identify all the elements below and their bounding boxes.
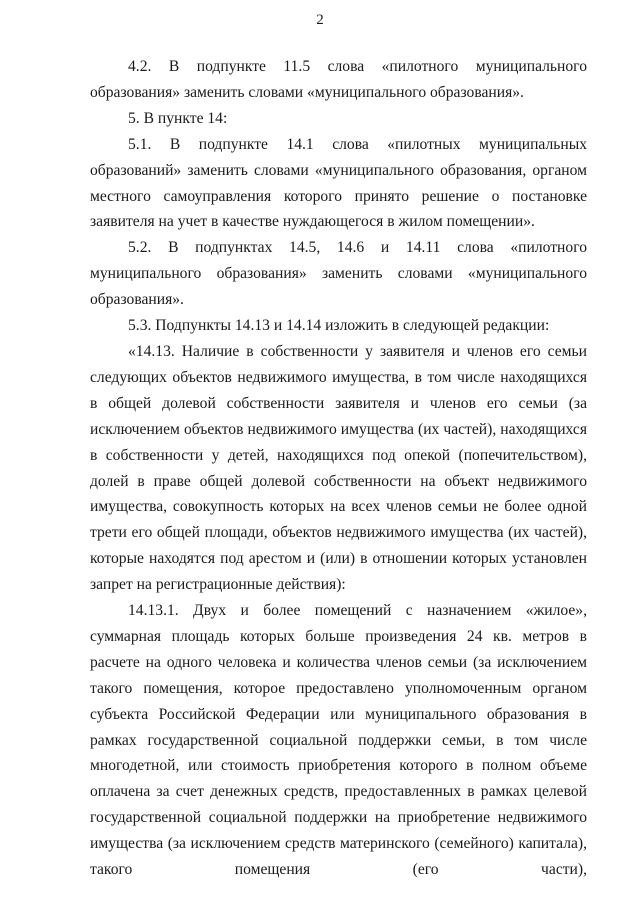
paragraph-5-3: 5.3. Подпункты 14.13 и 14.14 изложить в следующей редакции: [128, 317, 550, 335]
document-body [90, 54, 587, 883]
paragraph-5-2: 5.2. В подпунктах 14.5, 14.6 и 14.11 слова «пилотного муниципального образования» заменить словами «муниципального образования». [90, 239, 587, 309]
paragraph-5-1: 5.1. В подпункте 14.1 слова «пилотных муниципальных образований» заменить словами «муниципального образования, органом местного самоуправления которого принято решение о постановке заявителя на учет в качестве нуждающегося в жилом помещении». [90, 135, 587, 231]
page-number: 2 [316, 12, 324, 28]
paragraph-4-2: 4.2. В подпункте 11.5 слова «пилотного муниципального образования» заменить словами «муниципального образования». [90, 58, 587, 101]
paragraph-5: 5. В пункте 14: [128, 109, 228, 127]
paragraph-14-13-1: 14.13.1. Двух и более помещений с назначением «жилое», суммарная площадь которых больше произведения 24 кв. метров в расчете на одного человека и количества членов семьи (за исключением такого помещения, которое предоставлено уполномоченным органом субъекта Российской Федерации или муниципального образования в рамках государственной социальной поддержки семьи, в том числе многодетной, или стоимость приобретения которого в полном объеме оплачена за счет денежных средств, предоставленных в рамках целевой государственной социальной поддержки на приобретение недвижимого имущества (за исключением средств материнского (семейного) капитала), такого помещения (его части), [90, 602, 587, 879]
paragraph-14-13: «14.13. Наличие в собственности у заявителя и членов его семьи следующих объектов недвижимого имущества, в том числе находящихся в общей долевой собственности заявителя и членов его семьи (за исключением объектов недвижимого имущества (их частей), находящихся в собственности у детей, находящихся под опекой (попечительством), долей в праве общей долевой собственности на объект недвижимого имущества, совокупность которых на всех членов семьи не более одной трети его общей площади, объектов недвижимого имущества (их частей), которые находятся под арестом и (или) в отношении которых установлен запрет на регистрационные действия): [90, 342, 587, 594]
